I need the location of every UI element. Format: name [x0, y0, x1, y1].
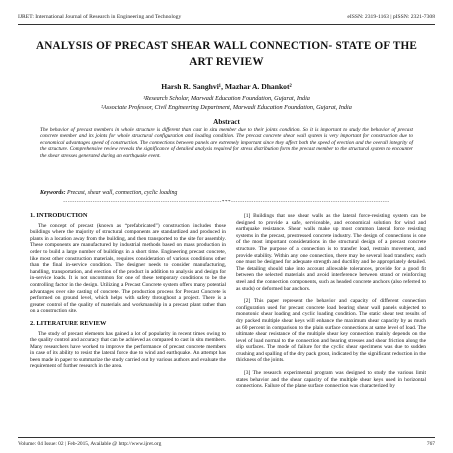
journal-name: IJRET: International Journal of Research in Engineering and Technology: [18, 14, 182, 20]
keywords-text: Precast, shear wall, connection, cyclic loading: [65, 190, 178, 196]
section-heading-introduction: 1. INTRODUCTION: [30, 212, 88, 219]
review-paragraph-3: [3] The research experimental program was designed to study the various limit states behavior and the shear capacity of the multiple shear keys used in horizontal connections. Failure of the plane surface connection was characterized by: [236, 370, 426, 390]
header-divider: [18, 24, 435, 25]
affiliation-1: ¹Research Scholar, Marwadi Education Foundation, Gujarat, India: [143, 95, 310, 102]
keywords-label: Keywords:: [40, 190, 66, 196]
abstract-text: The behavior of precast members in whole structure is different than cast in situ member due to their joints condition. So it is important to study the behavior of precast concrete member and its joints for whole structural configuration and loading condition. The precast concrete shear wall system is very important for construction due to economical advantages speed of construction. The connections between panels are extremely important since they affect both the speed of erection and the overall integrity of the structure. Comprehensive review reveals the significance of detailed analysis required for stress distribution form the precast member to the structural system to encounter the shear stresses generated during an earthquake event.: [40, 127, 413, 159]
issn-info: eISSN: 2319-1163 | pISSN: 2321-7308: [347, 14, 435, 20]
section-heading-literature-review: 2. LITERATURE REVIEW: [30, 319, 107, 327]
author-list: Harsh R. Sanghvi¹, Mazhar A. Dhankot²: [161, 82, 292, 91]
section-separator: ----------------------------------------------------------------------***----------------------------------------------------------------------: [63, 200, 390, 205]
paper-title: ANALYSIS OF PRECAST SHEAR WALL CONNECTION- STATE OF THE ART REVIEW: [35, 40, 418, 68]
page-number: 767: [426, 441, 435, 447]
footer-divider: [18, 437, 435, 438]
introduction-paragraph: The concept of precast (known as “prefabricated”) construction includes those buildings where the majority of structural components are standardized and produced in plants in a location away from the building, and then transported to the site for assembly. These components are manufactured by industrial methods based on mass production in order to build a large number of buildings in a short time. Engineering precast concrete, like most other construction materials, requires consideration of various conditions other than the final in-service condition. The designer needs to consider manufacturing, handling, transportation, and erection of the product in addition to analysis and design for in-service loads. It is not uncommon for one of these temporary conditions to be the controlling factor in the design. Utilizing a Precast Concrete system offers many potential advantages over site casting of concrete. The production process for Precast Concrete is performed on ground level, which helps with safety throughout a project. There is a greater control of the quality of materials and workmanship in a precast plant rather than on a construction site.: [30, 222, 226, 315]
literature-review-paragraph: The study of precast elements has gained a lot of popularity in recent times owing to the quality control and accuracy that can be achieved as compared to cast in situ members. Many researchers have worked to improve the performance of precast concrete members in case of its ability to resist the lateral force due to wind and earthquake. An attempt has been made in paper to summarize the study carried out by various authors and evaluate the requirement of further research in the area.: [30, 330, 226, 370]
abstract-heading: Abstract: [213, 118, 240, 126]
review-paragraph-2: [2] This paper represent the behavior and capacity of different connection configuration used for precast concrete load bearing shear wall panels subjected to monotonic shear loading and cyclic loading condition. The static shear test results of dry packed multiple shear keys will enhance the maximum shear capacity by as much as 60 percent in comparison to the plain surface connections at same level of load. The ultimate shear resistance of the multiple shear key connection mainly depends on the level of load normal to the connection and bearing stresses and shear friction along the slip surfaces. The mode of failure for the cyclic shear specimens was due to sudden crushing and spalling of the dry pack grout, indicated by the significant reduction in the thickness of the joints.: [236, 298, 426, 364]
running-footer: [18, 441, 435, 447]
right-column: [236, 213, 426, 396]
left-column: [30, 213, 226, 376]
review-paragraph-1: [1] Buildings that use shear walls as the lateral force-resisting system can be designed to provide a safe, serviceable, and economical solution for wind and earthquake resistance. Shear walls make up most common lateral force resisting systems in the precast, prestressed concrete industry. The design of connections is one of the most important considerations in the structural design of a precast concrete structure. The purpose of a connection is to transfer load, restrain movement, and provide stability. Within any one connection, there may be several load transfers; each one must be designed for adequate strength and ductility and be appropriately detailed. The detailing should take into account allowable tolerances, provide for a good fit between the selected materials and avoid interference between strand or reinforcing steel and the connection components, such as headed concrete anchors (also referred to as studs) or deformed bar anchors.: [236, 213, 426, 292]
volume-info: Volume: 04 Issue: 02 | Feb-2015, Available @ http://www.ijret.org: [18, 441, 162, 447]
running-header: [18, 14, 435, 20]
affiliation-2: ²Associate Professor, Civil Engineering Department, Marwadi Education Foundation, Gujarat, India: [101, 104, 352, 111]
keywords: [40, 190, 413, 196]
